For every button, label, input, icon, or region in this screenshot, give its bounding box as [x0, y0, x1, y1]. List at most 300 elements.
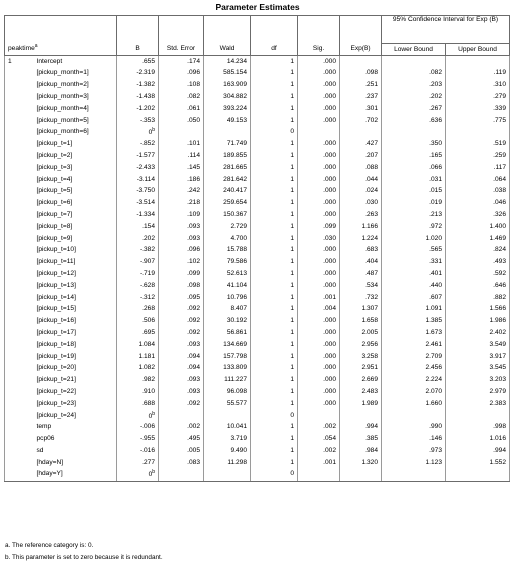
parameter-name: [pickup_month=2] — [35, 80, 117, 92]
group-label — [5, 410, 35, 422]
cell-wald: 3.719 — [204, 434, 251, 446]
cell-std-error: .002 — [159, 422, 204, 434]
cell-exp-b: 2.483 — [340, 386, 382, 398]
cell-b: -3.750 — [117, 186, 159, 198]
cell-sig: .000 — [298, 363, 340, 375]
cell-upper-bound: 3.917 — [446, 351, 510, 363]
cell-wald: 41.104 — [204, 280, 251, 292]
cell-upper-bound: .064 — [446, 174, 510, 186]
cell-df: 1 — [251, 304, 298, 316]
cell-lower-bound: .331 — [382, 257, 446, 269]
cell-exp-b: .702 — [340, 115, 382, 127]
cell-lower-bound: .202 — [382, 91, 446, 103]
cell-std-error: .093 — [159, 233, 204, 245]
cell-upper-bound: .310 — [446, 80, 510, 92]
redundant-footnote-marker: b — [152, 410, 156, 417]
table-row — [5, 68, 510, 80]
table-row — [5, 91, 510, 103]
parameter-name: [pickup_t=8] — [35, 221, 117, 233]
cell-lower-bound: .031 — [382, 174, 446, 186]
cell-b: .154 — [117, 221, 159, 233]
cell-df: 1 — [251, 339, 298, 351]
cell-b: .695 — [117, 327, 159, 339]
cell-df: 1 — [251, 198, 298, 210]
cell-wald: 14.234 — [204, 56, 251, 68]
cell-df: 1 — [251, 245, 298, 257]
cell-wald: 304.882 — [204, 91, 251, 103]
cell-df: 1 — [251, 233, 298, 245]
table-row — [5, 280, 510, 292]
parameter-name: [pickup_t=12] — [35, 268, 117, 280]
cell-wald — [204, 469, 251, 481]
cell-lower-bound: 2.709 — [382, 351, 446, 363]
group-label — [5, 304, 35, 316]
group-label — [5, 186, 35, 198]
parameter-name: [pickup_t=6] — [35, 198, 117, 210]
cell-exp-b: .098 — [340, 68, 382, 80]
cell-exp-b: .385 — [340, 434, 382, 446]
cell-std-error: .186 — [159, 174, 204, 186]
cell-upper-bound: .493 — [446, 257, 510, 269]
cell-b: .202 — [117, 233, 159, 245]
cell-df: 1 — [251, 56, 298, 68]
cell-lower-bound — [382, 127, 446, 139]
cell-exp-b: .030 — [340, 198, 382, 210]
cell-sig: .000 — [298, 198, 340, 210]
redundant-footnote-marker: b — [152, 127, 156, 134]
cell-exp-b: .427 — [340, 139, 382, 151]
cell-exp-b: .263 — [340, 209, 382, 221]
cell-wald: 240.417 — [204, 186, 251, 198]
group-label — [5, 91, 35, 103]
cell-df: 1 — [251, 280, 298, 292]
cell-exp-b: 2.005 — [340, 327, 382, 339]
col-header-b: B — [117, 16, 159, 56]
cell-upper-bound — [446, 410, 510, 422]
cell-upper-bound: 3.203 — [446, 375, 510, 387]
cell-exp-b: .251 — [340, 80, 382, 92]
cell-exp-b: .088 — [340, 162, 382, 174]
cell-sig: .000 — [298, 68, 340, 80]
cell-std-error: .092 — [159, 327, 204, 339]
cell-lower-bound: 2.456 — [382, 363, 446, 375]
group-label — [5, 80, 35, 92]
cell-b: 1.084 — [117, 339, 159, 351]
cell-exp-b: 3.258 — [340, 351, 382, 363]
cell-std-error: .096 — [159, 68, 204, 80]
cell-b: -1.334 — [117, 209, 159, 221]
cell-sig: .001 — [298, 292, 340, 304]
parameter-name: [pickup_t=24] — [35, 410, 117, 422]
cell-df: 1 — [251, 162, 298, 174]
cell-sig — [298, 469, 340, 481]
cell-exp-b: .534 — [340, 280, 382, 292]
cell-wald: 281.642 — [204, 174, 251, 186]
table-row — [5, 375, 510, 387]
cell-std-error: .095 — [159, 292, 204, 304]
table-row — [5, 304, 510, 316]
cell-lower-bound: .165 — [382, 150, 446, 162]
cell-wald: 134.669 — [204, 339, 251, 351]
cell-lower-bound: .972 — [382, 221, 446, 233]
cell-exp-b: .984 — [340, 445, 382, 457]
cell-wald: 15.788 — [204, 245, 251, 257]
cell-sig: .000 — [298, 398, 340, 410]
cell-wald: 55.577 — [204, 398, 251, 410]
cell-b: -1.202 — [117, 103, 159, 115]
cell-upper-bound: 1.986 — [446, 316, 510, 328]
cell-b: -.382 — [117, 245, 159, 257]
parameter-name: [hday=N] — [35, 457, 117, 469]
cell-df: 1 — [251, 351, 298, 363]
cell-std-error: .096 — [159, 245, 204, 257]
cell-b: -.907 — [117, 257, 159, 269]
cell-upper-bound: 2.383 — [446, 398, 510, 410]
table-row — [5, 457, 510, 469]
cell-df: 1 — [251, 68, 298, 80]
parameter-name: temp — [35, 422, 117, 434]
table-row — [5, 245, 510, 257]
cell-sig: .002 — [298, 445, 340, 457]
group-label: 1 — [5, 56, 35, 68]
cell-upper-bound: .998 — [446, 422, 510, 434]
cell-lower-bound: .015 — [382, 186, 446, 198]
table-row — [5, 115, 510, 127]
cell-df: 1 — [251, 292, 298, 304]
cell-df: 1 — [251, 103, 298, 115]
cell-b: -.312 — [117, 292, 159, 304]
cell-lower-bound: .213 — [382, 209, 446, 221]
cell-lower-bound: .350 — [382, 139, 446, 151]
cell-upper-bound: 3.549 — [446, 339, 510, 351]
cell-df: 0 — [251, 410, 298, 422]
parameter-name: [pickup_month=4] — [35, 103, 117, 115]
cell-sig: .000 — [298, 162, 340, 174]
cell-df: 1 — [251, 186, 298, 198]
parameter-name: [pickup_t=19] — [35, 351, 117, 363]
cell-b: .277 — [117, 457, 159, 469]
group-label — [5, 127, 35, 139]
parameter-estimates-table — [4, 15, 510, 482]
cell-sig: .054 — [298, 434, 340, 446]
cell-std-error: .093 — [159, 375, 204, 387]
cell-std-error: .145 — [159, 162, 204, 174]
cell-upper-bound: .279 — [446, 91, 510, 103]
cell-exp-b: 1.307 — [340, 304, 382, 316]
cell-exp-b: 2.669 — [340, 375, 382, 387]
cell-upper-bound: .038 — [446, 186, 510, 198]
table-row — [5, 139, 510, 151]
cell-sig — [298, 127, 340, 139]
table-row — [5, 434, 510, 446]
parameter-name: [pickup_t=21] — [35, 375, 117, 387]
cell-wald: 150.367 — [204, 209, 251, 221]
cell-sig: .002 — [298, 422, 340, 434]
cell-exp-b: 2.956 — [340, 339, 382, 351]
cell-std-error: .101 — [159, 139, 204, 151]
group-label — [5, 445, 35, 457]
cell-df: 1 — [251, 174, 298, 186]
cell-sig: .000 — [298, 115, 340, 127]
table-row — [5, 422, 510, 434]
cell-wald: 56.861 — [204, 327, 251, 339]
table-row — [5, 268, 510, 280]
group-label — [5, 257, 35, 269]
cell-upper-bound: .339 — [446, 103, 510, 115]
table-row — [5, 398, 510, 410]
cell-std-error: .099 — [159, 268, 204, 280]
table-row — [5, 386, 510, 398]
cell-std-error: .093 — [159, 221, 204, 233]
table-row — [5, 150, 510, 162]
cell-lower-bound: 1.673 — [382, 327, 446, 339]
cell-lower-bound: 1.020 — [382, 233, 446, 245]
cell-wald: 281.665 — [204, 162, 251, 174]
group-label — [5, 386, 35, 398]
parameter-name: [pickup_month=3] — [35, 91, 117, 103]
parameter-name: [pickup_t=20] — [35, 363, 117, 375]
cell-b: 1.181 — [117, 351, 159, 363]
cell-b: -.016 — [117, 445, 159, 457]
table-row — [5, 221, 510, 233]
table-row — [5, 257, 510, 269]
cell-wald: 9.490 — [204, 445, 251, 457]
cell-exp-b: .301 — [340, 103, 382, 115]
cell-wald: 157.798 — [204, 351, 251, 363]
group-label — [5, 233, 35, 245]
cell-wald — [204, 127, 251, 139]
cell-sig: .000 — [298, 56, 340, 68]
cell-lower-bound: 1.123 — [382, 457, 446, 469]
cell-df: 1 — [251, 80, 298, 92]
cell-b: -1.382 — [117, 80, 159, 92]
table-row — [5, 127, 510, 139]
group-label — [5, 162, 35, 174]
group-label — [5, 316, 35, 328]
cell-exp-b: .994 — [340, 422, 382, 434]
cell-wald: 11.298 — [204, 457, 251, 469]
cell-upper-bound: .326 — [446, 209, 510, 221]
parameter-name: [pickup_month=6] — [35, 127, 117, 139]
cell-upper-bound: .259 — [446, 150, 510, 162]
cell-wald: 10.796 — [204, 292, 251, 304]
footnote-a: a. The reference category is: 0. — [5, 542, 94, 549]
cell-lower-bound: .267 — [382, 103, 446, 115]
table-row — [5, 186, 510, 198]
cell-exp-b — [340, 410, 382, 422]
table-row — [5, 162, 510, 174]
col-header-confidence-interval: 95% Confidence Interval for Exp (B) — [382, 16, 510, 44]
parameter-name: [pickup_t=9] — [35, 233, 117, 245]
parameter-name: [hday=Y] — [35, 469, 117, 481]
cell-sig: .000 — [298, 91, 340, 103]
cell-lower-bound: 1.660 — [382, 398, 446, 410]
cell-upper-bound: 1.469 — [446, 233, 510, 245]
cell-sig: .000 — [298, 339, 340, 351]
cell-b-value: 0 — [148, 412, 153, 420]
cell-sig: .001 — [298, 457, 340, 469]
cell-df: 1 — [251, 457, 298, 469]
parameter-name: [pickup_t=18] — [35, 339, 117, 351]
cell-lower-bound: .082 — [382, 68, 446, 80]
parameter-name: [pickup_t=16] — [35, 316, 117, 328]
cell-lower-bound: .019 — [382, 198, 446, 210]
cell-upper-bound: 1.400 — [446, 221, 510, 233]
cell-wald: 111.227 — [204, 375, 251, 387]
cell-b: -.852 — [117, 139, 159, 151]
cell-std-error: .109 — [159, 209, 204, 221]
cell-std-error: .094 — [159, 351, 204, 363]
parameter-name: [pickup_t=3] — [35, 162, 117, 174]
cell-exp-b: 1.989 — [340, 398, 382, 410]
cell-std-error: .083 — [159, 457, 204, 469]
group-label — [5, 292, 35, 304]
cell-sig: .000 — [298, 257, 340, 269]
cell-b-value: 0 — [148, 129, 153, 137]
cell-exp-b: 2.951 — [340, 363, 382, 375]
cell-upper-bound: 1.552 — [446, 457, 510, 469]
cell-sig: .000 — [298, 351, 340, 363]
cell-upper-bound: 2.979 — [446, 386, 510, 398]
table-row — [5, 327, 510, 339]
cell-b — [117, 469, 159, 481]
cell-lower-bound: .401 — [382, 268, 446, 280]
cell-exp-b: 1.224 — [340, 233, 382, 245]
cell-upper-bound — [446, 127, 510, 139]
cell-lower-bound: .066 — [382, 162, 446, 174]
table-row — [5, 174, 510, 186]
cell-lower-bound: 2.070 — [382, 386, 446, 398]
group-label — [5, 221, 35, 233]
cell-b — [117, 127, 159, 139]
table-title: Parameter Estimates — [215, 2, 300, 12]
cell-upper-bound — [446, 469, 510, 481]
table-row — [5, 316, 510, 328]
cell-exp-b: .024 — [340, 186, 382, 198]
cell-df: 1 — [251, 445, 298, 457]
cell-df: 1 — [251, 91, 298, 103]
cell-b: 1.082 — [117, 363, 159, 375]
group-label — [5, 268, 35, 280]
cell-exp-b: 1.320 — [340, 457, 382, 469]
cell-std-error: .082 — [159, 91, 204, 103]
group-label — [5, 469, 35, 481]
cell-exp-b: .237 — [340, 91, 382, 103]
cell-upper-bound: 1.016 — [446, 434, 510, 446]
parameter-name: [pickup_t=2] — [35, 150, 117, 162]
table-row — [5, 339, 510, 351]
cell-sig: .000 — [298, 280, 340, 292]
cell-upper-bound: 3.545 — [446, 363, 510, 375]
cell-wald: 133.809 — [204, 363, 251, 375]
cell-std-error: .108 — [159, 80, 204, 92]
cell-sig: .004 — [298, 304, 340, 316]
cell-sig: .000 — [298, 386, 340, 398]
cell-std-error: .005 — [159, 445, 204, 457]
cell-sig: .000 — [298, 103, 340, 115]
cell-exp-b — [340, 127, 382, 139]
cell-lower-bound — [382, 56, 446, 68]
cell-df: 1 — [251, 363, 298, 375]
cell-sig: .000 — [298, 316, 340, 328]
cell-std-error: .050 — [159, 115, 204, 127]
col-header-lower-bound: Lower Bound — [382, 44, 446, 56]
cell-df: 1 — [251, 257, 298, 269]
group-label — [5, 422, 35, 434]
cell-b: -.006 — [117, 422, 159, 434]
cell-df: 1 — [251, 398, 298, 410]
group-label — [5, 115, 35, 127]
group-label — [5, 457, 35, 469]
cell-b: -.955 — [117, 434, 159, 446]
cell-lower-bound: 2.461 — [382, 339, 446, 351]
cell-upper-bound: 2.402 — [446, 327, 510, 339]
group-label — [5, 398, 35, 410]
table-row — [5, 56, 510, 68]
cell-lower-bound: .607 — [382, 292, 446, 304]
group-label — [5, 327, 35, 339]
cell-wald: 189.855 — [204, 150, 251, 162]
cell-df: 1 — [251, 422, 298, 434]
cell-lower-bound: .565 — [382, 245, 446, 257]
parameter-name: [pickup_t=7] — [35, 209, 117, 221]
cell-std-error: .092 — [159, 304, 204, 316]
parameter-name: [pickup_t=22] — [35, 386, 117, 398]
cell-b: -2.433 — [117, 162, 159, 174]
table-row — [5, 410, 510, 422]
footnote-b: b. This parameter is set to zero because it is redundant. — [5, 554, 163, 561]
cell-upper-bound — [446, 56, 510, 68]
cell-wald: 393.224 — [204, 103, 251, 115]
cell-b: .910 — [117, 386, 159, 398]
table-row — [5, 351, 510, 363]
cell-df: 1 — [251, 209, 298, 221]
table-row — [5, 198, 510, 210]
cell-wald — [204, 410, 251, 422]
cell-b — [117, 410, 159, 422]
cell-b: .688 — [117, 398, 159, 410]
table-row — [5, 363, 510, 375]
cell-lower-bound: 1.091 — [382, 304, 446, 316]
cell-sig: .000 — [298, 139, 340, 151]
cell-df: 0 — [251, 127, 298, 139]
cell-lower-bound: .990 — [382, 422, 446, 434]
parameter-name: sd — [35, 445, 117, 457]
cell-lower-bound: .203 — [382, 80, 446, 92]
cell-std-error: .093 — [159, 386, 204, 398]
cell-std-error: .495 — [159, 434, 204, 446]
cell-wald: 2.729 — [204, 221, 251, 233]
cell-sig: .099 — [298, 221, 340, 233]
group-label — [5, 363, 35, 375]
cell-std-error: .094 — [159, 363, 204, 375]
cell-sig: .030 — [298, 233, 340, 245]
cell-b: -3.114 — [117, 174, 159, 186]
cell-std-error: .174 — [159, 56, 204, 68]
cell-lower-bound: .440 — [382, 280, 446, 292]
cell-upper-bound: .994 — [446, 445, 510, 457]
parameter-name: [pickup_t=13] — [35, 280, 117, 292]
group-label — [5, 339, 35, 351]
group-label — [5, 174, 35, 186]
cell-df: 1 — [251, 375, 298, 387]
cell-wald: 10.041 — [204, 422, 251, 434]
cell-exp-b: .683 — [340, 245, 382, 257]
cell-b: -.628 — [117, 280, 159, 292]
cell-df: 1 — [251, 434, 298, 446]
parameter-name: [pickup_t=23] — [35, 398, 117, 410]
parameter-name: [pickup_t=14] — [35, 292, 117, 304]
